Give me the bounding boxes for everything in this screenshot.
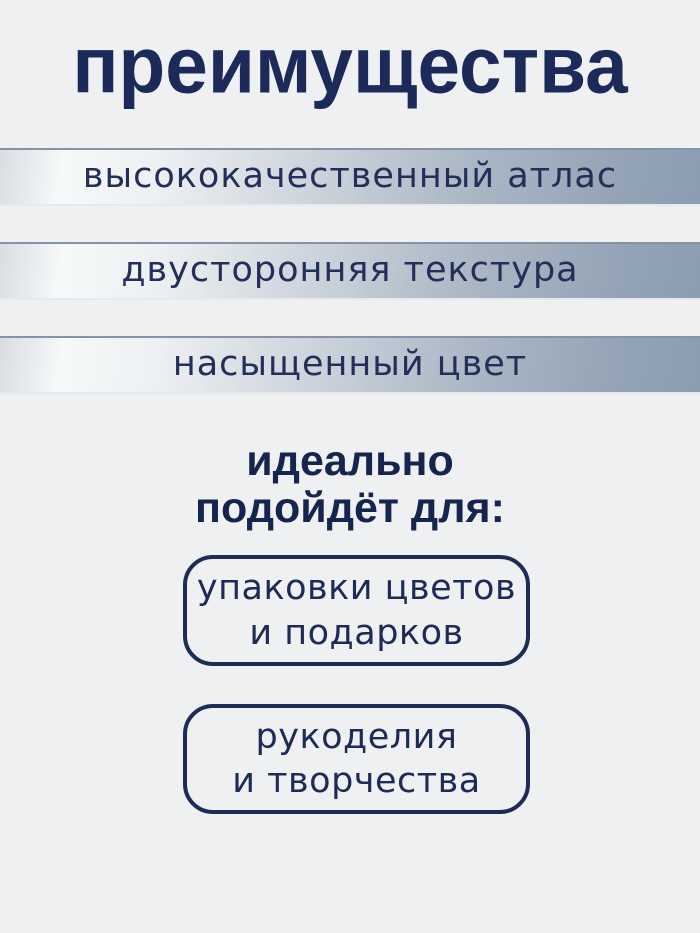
page-title: преимущества <box>72 20 628 110</box>
suitability-heading-line2: подойдёт для: <box>195 484 505 533</box>
advantage-bar-texture <box>0 242 700 300</box>
use-case-box-crafts <box>183 704 530 814</box>
use-case-line1: упаковки цветов <box>196 568 517 609</box>
advantage-bar-color <box>0 336 700 394</box>
advantage-bar-label: высококачественный атлас <box>82 156 618 196</box>
use-case-line2: и творчества <box>232 761 481 801</box>
advantage-bar-label: насыщенный цвет <box>172 344 528 384</box>
suitability-heading <box>0 438 700 533</box>
advantage-bar-satin <box>0 148 700 206</box>
use-case-line1: рукоделия <box>255 716 458 757</box>
use-case-line2: и подарков <box>249 612 464 653</box>
advantage-bar-label: двусторонняя текстура <box>121 250 579 290</box>
use-case-box-gift-wrapping <box>183 555 530 666</box>
suitability-heading-line1: идеально <box>246 437 454 485</box>
